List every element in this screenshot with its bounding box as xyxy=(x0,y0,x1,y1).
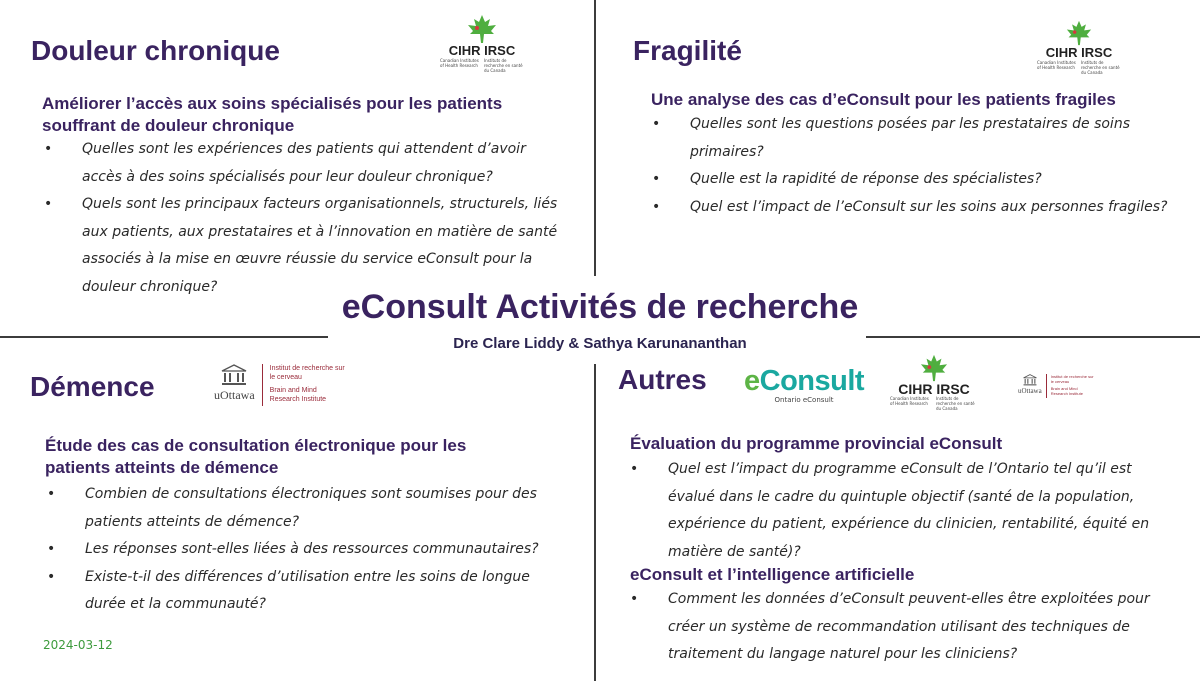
vertical-divider-bottom xyxy=(594,364,596,681)
bullets-evaluation xyxy=(628,456,1176,566)
date: 2024-03-12 xyxy=(43,638,113,652)
uottawa-institute-fr: Institut de recherche sur le cerveau xyxy=(269,365,345,381)
econsult-word: Consult xyxy=(759,365,865,397)
subtitle-douleur: Améliorer l’accès aux soins spécialisés pour les patients souffrant de douleur chronique xyxy=(42,94,503,135)
cihr-logo xyxy=(886,354,982,411)
list-item: • Quelles sont les expériences des patients qui attendent d’avoir accès à des soins spécialisés pour leur douleur chronique? xyxy=(42,136,562,191)
uottawa-institute-en: Brain and Mind Research Institute xyxy=(1050,386,1083,396)
econsult-tagline: Ontario eConsult xyxy=(774,396,834,404)
cihr-name: CIHR IRSC xyxy=(898,381,970,397)
quadrant-title-douleur: Douleur chronique xyxy=(31,35,280,66)
subtitle-evaluation: Évaluation du programme provincial eConsult xyxy=(630,434,1003,453)
maple-leaf-icon xyxy=(1064,20,1094,46)
vertical-divider-top xyxy=(594,0,596,276)
cihr-english: Canadian Institutes of Health Research xyxy=(890,396,929,406)
list-item: • Quels sont les principaux facteurs organisationnels, structurels, liés aux patients, aux prestataires et à l’innovation en matière de santé associés à la mise en œuvre réussie du service eConsult pour la douleur chronique? xyxy=(42,191,562,301)
cihr-french: Instituts de recherche en santé du Canada xyxy=(936,396,975,411)
bullets-ia xyxy=(628,586,1176,669)
cihr-english: Canadian Institutes of Health Research xyxy=(440,58,479,68)
list-item: • Les réponses sont-elles liées à des ressources communautaires? xyxy=(45,536,565,564)
uottawa-institute-fr: Institut de recherche sur le cerveau xyxy=(1050,374,1094,384)
list-item: • Comment les données d’eConsult peuvent-elles être exploitées pour créer un système de recommandation utilisant des techniques de traitement du langage naturel pour les cliniciens? xyxy=(628,586,1176,669)
uottawa-name: uOttawa xyxy=(214,388,255,402)
list-item: • Quelles sont les questions posées par les prestataires de soins primaires? xyxy=(650,111,1170,166)
page-title: eConsult Activités de recherche xyxy=(341,288,859,326)
cihr-name: CIHR IRSC xyxy=(1045,45,1113,60)
building-icon xyxy=(1023,374,1037,386)
cihr-name: CIHR IRSC xyxy=(448,43,516,58)
list-item: • Quel est l’impact du programme eConsult de l’Ontario tel qu’il est évalué dans le cadre du quintuple objectif (santé de la population, expérience du patient, expérience du clinicien, rentabilité, équité en matière de santé)? xyxy=(628,456,1176,566)
cihr-logo xyxy=(1034,20,1124,75)
list-item: • Quel est l’impact de l’eConsult sur les soins aux personnes fragiles? xyxy=(650,194,1170,222)
quadrant-title-fragilite: Fragilité xyxy=(633,35,742,66)
econsult-e: e xyxy=(744,365,760,397)
maple-leaf-icon xyxy=(918,354,950,382)
uottawa-logo xyxy=(1018,374,1095,398)
bullets-douleur xyxy=(42,136,562,301)
cihr-french: Instituts de recherche en santé du Canada xyxy=(484,58,523,73)
cihr-logo xyxy=(436,14,528,73)
authors: Dre Clare Liddy & Sathya Karunananthan xyxy=(453,335,747,352)
subtitle-ia: eConsult et l’intelligence artificielle xyxy=(630,565,915,584)
quadrant-title-autres: Autres xyxy=(618,364,707,395)
uottawa-logo xyxy=(214,364,348,406)
bullets-demence xyxy=(45,481,565,619)
list-item: • Existe-t-il des différences d’utilisation entre les soins de longue durée et la communauté? xyxy=(45,564,565,619)
uottawa-institute-en: Brain and Mind Research Institute xyxy=(269,387,327,403)
quadrant-title-demence: Démence xyxy=(30,371,155,402)
list-item: • Quelle est la rapidité de réponse des spécialistes? xyxy=(650,166,1170,194)
list-item: • Combien de consultations électroniques sont soumises pour des patients atteints de démence? xyxy=(45,481,565,536)
econsult-logo xyxy=(744,366,864,405)
subtitle-demence: Étude des cas de consultation électronique pour les patients atteints de démence xyxy=(45,436,467,477)
subtitle-fragilite: Une analyse des cas d’eConsult pour les patients fragiles xyxy=(651,90,1116,109)
building-icon xyxy=(221,364,247,386)
maple-leaf-icon xyxy=(465,14,499,44)
cihr-english: Canadian Institutes of Health Research xyxy=(1037,60,1076,70)
uottawa-name: uOttawa xyxy=(1018,387,1042,395)
bullets-fragilite xyxy=(650,111,1170,221)
cihr-french: Instituts de recherche en santé du Canada xyxy=(1081,60,1120,75)
